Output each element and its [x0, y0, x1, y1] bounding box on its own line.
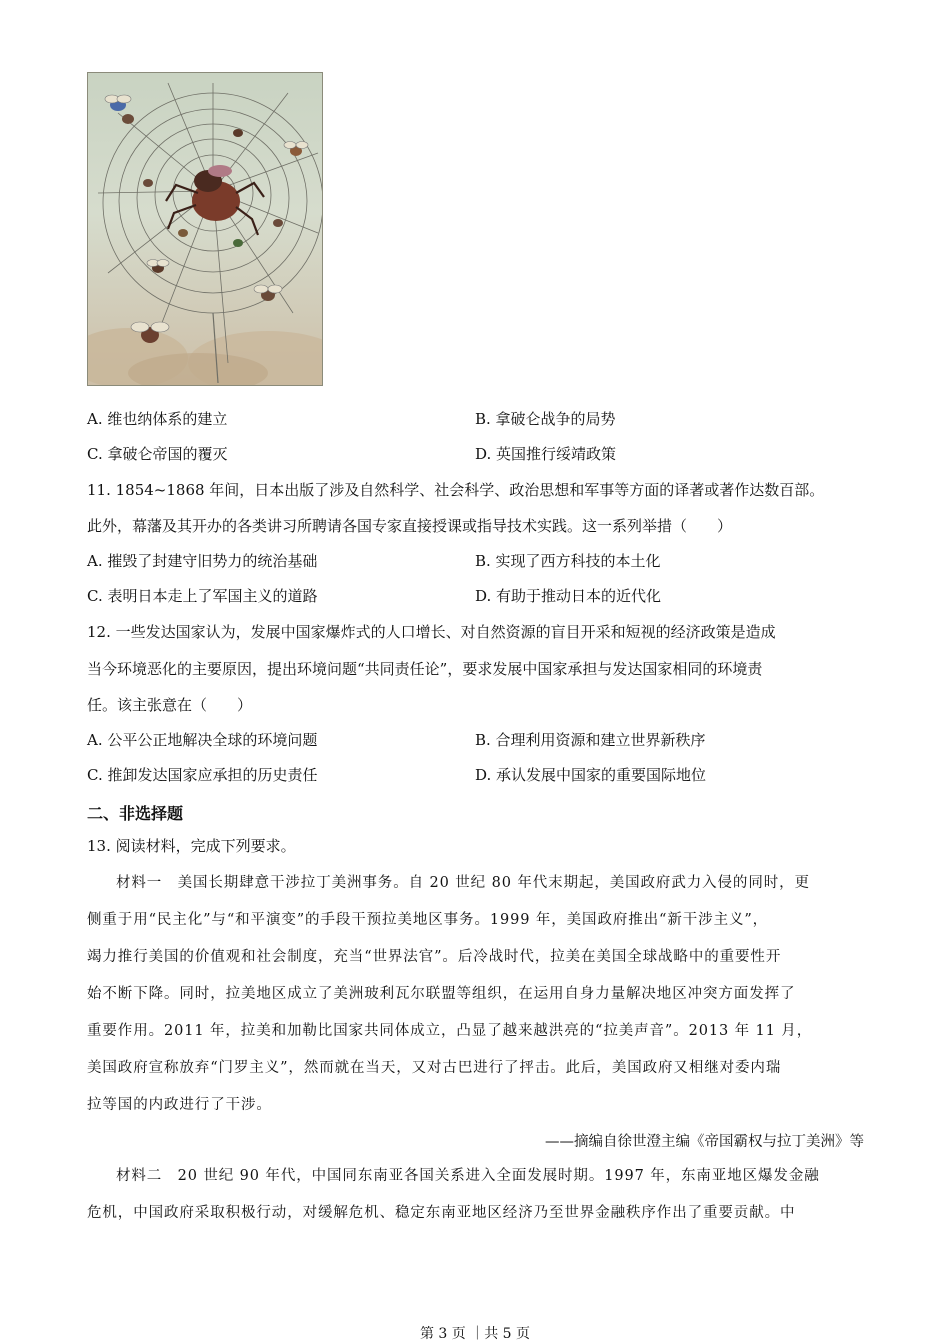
material1-line-6: 美国政府宣称放弃“门罗主义”，然而就在当天，又对古巴进行了抨击。此后，美国政府又相继对委内瑞 — [87, 1060, 782, 1076]
q10-option-c: C. 拿破仑帝国的覆灭 — [87, 445, 228, 463]
q11-stem-line-1: 11. 1854~1868 年间，日本出版了涉及自然科学、社会科学、政治思想和军事等方面的译著或著作达数百部。 — [87, 481, 825, 499]
q10-option-b: B. 拿破仑战争的局势 — [475, 410, 616, 428]
material1-source: ——摘编自徐世澄主编《帝国霸权与拉丁美洲》等 — [545, 1134, 864, 1150]
q11-option-c: C. 表明日本走上了军国主义的道路 — [87, 587, 318, 605]
material2-line-2: 危机，中国政府采取积极行动，对缓解危机、稳定东南亚地区经济乃至世界金融秩序作出了重要贡献。中 — [87, 1205, 796, 1221]
material1-line-3: 竭力推行美国的价值观和社会制度，充当“世界法官”。后冷战时代，拉美在美国全球战略中的重要性开 — [87, 949, 782, 965]
q12-stem-line-2: 当今环境恶化的主要原因，提出环境问题“共同责任论”，要求发展中国家承担与发达国家相同的环境责 — [87, 660, 763, 678]
q11-option-a: A. 摧毁了封建守旧势力的统治基础 — [87, 552, 318, 570]
q11-option-d: D. 有助于推动日本的近代化 — [475, 587, 662, 605]
q10-option-d: D. 英国推行绥靖政策 — [475, 445, 617, 463]
material1-line-7: 拉等国的内政进行了干涉。 — [87, 1097, 272, 1113]
q12-option-b: B. 合理利用资源和建立世界新秩序 — [475, 731, 706, 749]
q12-stem-line-1: 12. 一些发达国家认为，发展中国家爆炸式的人口增长、对自然资源的盲目开采和短视的经济政策是造成 — [87, 623, 776, 641]
q12-option-d: D. 承认发展中国家的重要国际地位 — [475, 766, 707, 784]
material2-line-1: 材料二 20 世纪 90 年代，中国同东南亚各国关系进入全面发展时期。1997 年，东南亚地区爆发金融 — [116, 1168, 820, 1184]
spider-web-cartoon-image — [87, 72, 323, 386]
q12-option-a: A. 公平公正地解决全球的环境问题 — [87, 731, 318, 749]
material1-line-4: 始不断下降。同时，拉美地区成立了美洲玻利瓦尔联盟等组织，在运用自身力量解决地区冲突方面发挥了 — [87, 986, 796, 1002]
q12-stem-line-3: 任。该主张意在（ ） — [87, 696, 253, 714]
material1-line-2: 侧重于用“民主化”与“和平演变”的手段干预拉美地区事务。1999 年，美国政府推出“新干涉主义”， — [87, 912, 769, 928]
q10-option-a: A. 维也纳体系的建立 — [87, 410, 228, 428]
spider-web-illustration — [88, 73, 322, 385]
q11-stem-line-2: 此外，幕藩及其开办的各类讲习所聘请各国专家直接授课或指导技术实践。这一系列举措（ ） — [87, 517, 733, 535]
material1-line-1: 材料一 美国长期肆意干涉拉丁美洲事务。自 20 世纪 80 年代末期起，美国政府武力入侵的同时，更 — [116, 875, 810, 891]
q11-option-b: B. 实现了西方科技的本土化 — [475, 552, 661, 570]
page-number-footer: 第 3 页 ｜共 5 页 — [419, 1326, 531, 1342]
material1-line-5: 重要作用。2011 年，拉美和加勒比国家共同体成立，凸显了越来越洪亮的“拉美声音”。2013 年 11 月， — [87, 1023, 813, 1039]
q13-stem: 13. 阅读材料，完成下列要求。 — [87, 837, 296, 855]
q12-option-c: C. 推卸发达国家应承担的历史责任 — [87, 766, 318, 784]
spider-figure — [166, 165, 264, 235]
section-title: 二、非选择题 — [87, 804, 184, 823]
